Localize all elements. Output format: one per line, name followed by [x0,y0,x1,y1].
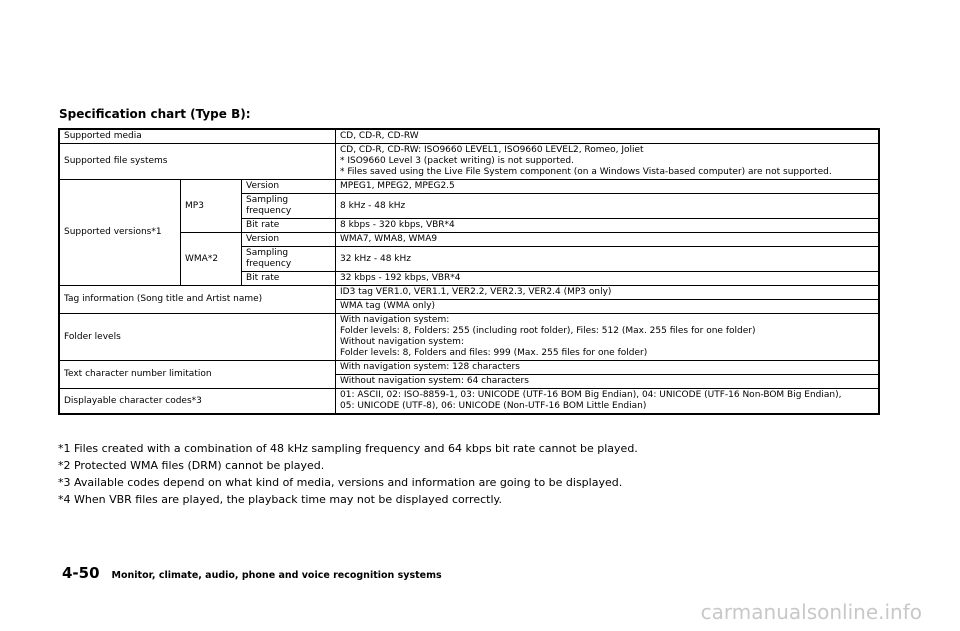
table-row [59,233,879,247]
value-line: 01: ASCII, 02: ISO-8859-1, 03: UNICODE (UTF-16 BOM Big Endian), 04: UNICODE (UTF-16 Non-BOM Big Endian), [340,390,842,400]
format-label-wma: WMA*2 [181,233,242,286]
footnote: *4 When VBR files are played, the playback time may not be displayed correctly. [58,493,502,506]
row-value: MPEG1, MPEG2, MPEG2.5 [336,180,880,194]
value-line: Folder levels: 8, Folders and files: 999 (Max. 255 files for one folder) [340,348,648,358]
section-heading: Specification chart (Type B): [59,107,251,121]
table-row [59,129,879,144]
footnotes [58,440,918,508]
row-value: WMA7, WMA8, WMA9 [336,233,880,247]
spec-name: Sampling frequency [242,194,336,219]
row-value [336,144,880,180]
row-value: 8 kbps - 320 kbps, VBR*4 [336,219,880,233]
value-line: With navigation system: [340,315,450,325]
table-row [59,180,879,194]
format-label-mp3: MP3 [181,180,242,233]
value-line: 05: UNICODE (UTF-8), 06: UNICODE (Non-UTF-16 BOM Little Endian) [340,401,647,411]
value-line: Without navigation system: [340,337,464,347]
spec-name: Bit rate [242,219,336,233]
specification-table [58,128,880,415]
row-label: Folder levels [59,314,336,361]
watermark-logo: carmanualsonline.info [700,600,922,624]
section-title: Monitor, climate, audio, phone and voice recognition systems [111,570,442,581]
row-value: WMA tag (WMA only) [336,300,880,314]
footnote: *1 Files created with a combination of 48 kHz sampling frequency and 64 kbps bit rate cannot be played. [58,442,638,455]
page-number: 4-50 [62,564,100,582]
page-footer [62,564,442,582]
row-label: Tag information (Song title and Artist name) [59,286,336,314]
row-value: CD, CD-R, CD-RW [336,129,880,144]
spec-name: Sampling frequency [242,247,336,272]
value-line: * Files saved using the Live File System component (on a Windows Vista-based computer) are not supported. [340,167,832,177]
value-line: * ISO9660 Level 3 (packet writing) is not supported. [340,156,574,166]
row-value: 32 kHz - 48 kHz [336,247,880,272]
row-label: Text character number limitation [59,361,336,389]
row-value [336,314,880,361]
table-row [59,389,879,415]
row-value: ID3 tag VER1.0, VER1.1, VER2.2, VER2.3, VER2.4 (MP3 only) [336,286,880,300]
row-value: Without navigation system: 64 characters [336,375,880,389]
value-line: Folder levels: 8, Folders: 255 (including root folder), Files: 512 (Max. 255 files for one folder) [340,326,756,336]
row-label: Supported file systems [59,144,336,180]
row-label: Supported versions*1 [59,180,181,286]
spec-name: Version [242,180,336,194]
table-row [59,144,879,180]
table-row [59,361,879,375]
spec-name: Bit rate [242,272,336,286]
row-label: Displayable character codes*3 [59,389,336,415]
row-label: Supported media [59,129,336,144]
table-row [59,286,879,300]
row-value [336,389,880,415]
row-value: 32 kbps - 192 kbps, VBR*4 [336,272,880,286]
row-value: 8 kHz - 48 kHz [336,194,880,219]
spec-name: Version [242,233,336,247]
row-value: With navigation system: 128 characters [336,361,880,375]
footnote: *2 Protected WMA files (DRM) cannot be played. [58,459,325,472]
value-line: CD, CD-R, CD-RW: ISO9660 LEVEL1, ISO9660 LEVEL2, Romeo, Joliet [340,145,644,155]
table-row [59,314,879,361]
footnote: *3 Available codes depend on what kind of media, versions and information are going to be displayed. [58,476,623,489]
